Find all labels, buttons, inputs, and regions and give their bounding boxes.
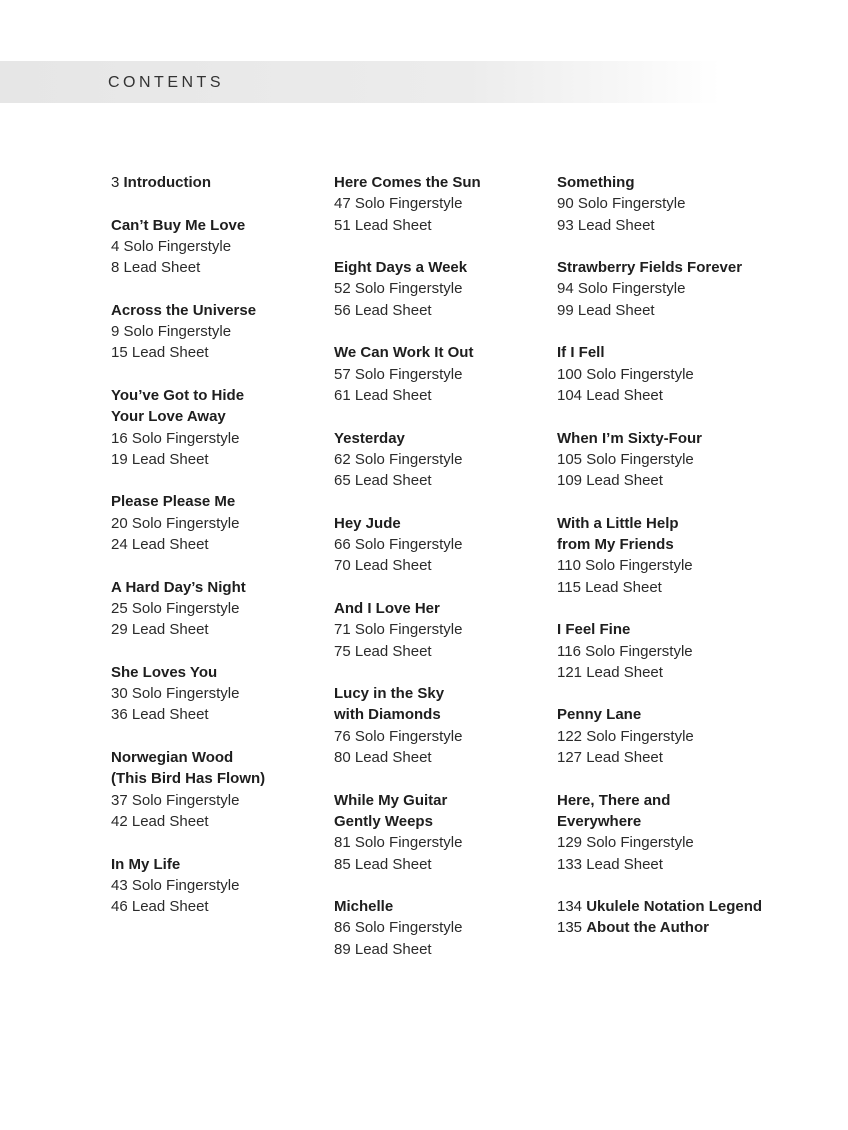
song-title: Lucy in the Sky: [334, 685, 445, 703]
page-number: 43: [111, 876, 128, 894]
solo-fingerstyle-link[interactable]: [334, 449, 564, 470]
page-number: 8: [111, 259, 120, 277]
arrangement-label: Solo Fingerstyle: [123, 237, 232, 255]
song-title: Hey Jude: [334, 514, 401, 532]
page-title: CONTENTS: [108, 74, 224, 91]
page-number: 76: [334, 727, 351, 745]
page-number: 81: [334, 834, 351, 852]
song-title: If I Fell: [557, 344, 605, 362]
toc-entry: [557, 896, 787, 939]
arrangement-label: Lead Sheet: [354, 940, 432, 958]
lead-sheet-link[interactable]: [111, 257, 341, 278]
toc-entry: [111, 215, 341, 279]
lead-sheet-link[interactable]: [557, 577, 787, 598]
toc-entry: [557, 172, 787, 236]
page-number: 71: [334, 621, 351, 639]
lead-sheet-link[interactable]: [557, 747, 787, 768]
arrangement-label: Lead Sheet: [131, 536, 209, 554]
lead-sheet-link[interactable]: [111, 704, 341, 725]
song-title: Eight Days a Week: [334, 259, 468, 277]
solo-fingerstyle-link[interactable]: [334, 619, 564, 640]
song-title: When I’m Sixty-Four: [557, 429, 703, 447]
arrangement-label: Lead Sheet: [123, 259, 201, 277]
lead-sheet-link[interactable]: [334, 385, 564, 406]
song-title: Penny Lane: [557, 706, 642, 724]
solo-fingerstyle-link[interactable]: [111, 513, 341, 534]
toc-label: About the Author: [586, 919, 709, 937]
page-number: 104: [557, 386, 583, 404]
solo-fingerstyle-link[interactable]: [334, 832, 564, 853]
lead-sheet-link[interactable]: [557, 385, 787, 406]
solo-fingerstyle-link[interactable]: [334, 364, 564, 385]
arrangement-label: Lead Sheet: [354, 749, 432, 767]
arrangement-label: Lead Sheet: [577, 216, 655, 234]
lead-sheet-link[interactable]: [334, 854, 564, 875]
lead-sheet-link[interactable]: [111, 896, 341, 917]
arrangement-label: Lead Sheet: [586, 663, 663, 681]
arrangement-label: Lead Sheet: [354, 386, 432, 404]
song-title: Everywhere: [557, 812, 642, 830]
page-number: 65: [334, 472, 351, 490]
arrangement-label: Solo Fingerstyle: [354, 536, 463, 554]
page-number: 75: [334, 642, 351, 660]
page-number: 110: [557, 557, 581, 575]
toc-entry: [111, 172, 341, 193]
song-title: I Feel Fine: [557, 621, 631, 639]
page-number: 36: [111, 706, 128, 724]
arrangement-label: Solo Fingerstyle: [131, 876, 240, 894]
song-title: And I Love Her: [334, 599, 440, 617]
arrangement-label: Solo Fingerstyle: [123, 323, 232, 341]
lead-sheet-link[interactable]: [111, 534, 341, 555]
page-number: 127: [557, 749, 583, 767]
lead-sheet-link[interactable]: [557, 215, 787, 236]
arrangement-label: Lead Sheet: [586, 749, 663, 767]
solo-fingerstyle-link[interactable]: [557, 278, 787, 299]
page-number: 46: [111, 898, 128, 916]
song-title: With a Little Help: [557, 514, 679, 532]
toc-column-3: [557, 172, 787, 960]
arrangement-label: Lead Sheet: [354, 216, 432, 234]
toc-entry: [334, 513, 564, 577]
toc-entry: [557, 257, 787, 321]
page-number: 121: [557, 663, 583, 681]
solo-fingerstyle-link[interactable]: [334, 278, 564, 299]
solo-fingerstyle-link[interactable]: [557, 193, 787, 214]
arrangement-label: Lead Sheet: [354, 472, 432, 490]
arrangement-label: Lead Sheet: [131, 344, 209, 362]
toc-entry: [557, 704, 787, 768]
toc-entry: [557, 428, 787, 492]
page-number: 61: [334, 386, 351, 404]
arrangement-label: Solo Fingerstyle: [585, 642, 693, 660]
toc-column-1: [111, 172, 341, 939]
toc-entry: [557, 513, 787, 598]
lead-sheet-link[interactable]: [557, 854, 787, 875]
song-title: Strawberry Fields Forever: [557, 259, 743, 277]
page-number: 122: [557, 727, 583, 745]
arrangement-label: Lead Sheet: [585, 578, 662, 596]
page-number: 19: [111, 450, 128, 468]
solo-fingerstyle-link[interactable]: [557, 555, 787, 576]
page-number: 66: [334, 536, 351, 554]
lead-sheet-link[interactable]: [334, 939, 564, 960]
arrangement-label: Lead Sheet: [586, 472, 663, 490]
toc-entry: [334, 342, 564, 406]
lead-sheet-link[interactable]: [334, 470, 564, 491]
arrangement-label: Lead Sheet: [586, 855, 663, 873]
toc-back-matter-line[interactable]: [557, 896, 787, 917]
solo-fingerstyle-link[interactable]: [557, 832, 787, 853]
arrangement-label: Lead Sheet: [131, 621, 209, 639]
toc-column-2: [334, 172, 564, 981]
arrangement-label: Solo Fingerstyle: [131, 599, 240, 617]
solo-fingerstyle-link[interactable]: [111, 598, 341, 619]
page-number: 52: [334, 280, 351, 298]
page-number: 85: [334, 855, 351, 873]
arrangement-label: Solo Fingerstyle: [131, 791, 240, 809]
arrangement-label: Lead Sheet: [586, 386, 663, 404]
page-number: 20: [111, 514, 128, 532]
song-title: A Hard Day’s Night: [111, 578, 246, 596]
lead-sheet-link[interactable]: [111, 619, 341, 640]
song-title: Your Love Away: [111, 408, 226, 426]
page-number: 86: [334, 919, 351, 937]
page-number: 57: [334, 365, 351, 383]
page-number: 135: [557, 919, 583, 937]
lead-sheet-link[interactable]: [334, 641, 564, 662]
lead-sheet-link[interactable]: [557, 470, 787, 491]
lead-sheet-link[interactable]: [334, 215, 564, 236]
toc-entry: [557, 790, 787, 875]
arrangement-label: Lead Sheet: [577, 301, 655, 319]
page-number: 24: [111, 536, 128, 554]
arrangement-label: Lead Sheet: [131, 898, 209, 916]
page-number: 93: [557, 216, 574, 234]
page-number: 94: [557, 280, 574, 298]
toc-entry: [111, 491, 341, 555]
arrangement-label: Lead Sheet: [354, 301, 432, 319]
toc-entry: [557, 619, 787, 683]
page-number: 56: [334, 301, 351, 319]
toc-entry: [111, 747, 341, 832]
toc-entry: [334, 896, 564, 960]
arrangement-label: Solo Fingerstyle: [586, 450, 694, 468]
solo-fingerstyle-link[interactable]: [111, 790, 341, 811]
arrangement-label: Solo Fingerstyle: [354, 727, 463, 745]
arrangement-label: Solo Fingerstyle: [585, 557, 693, 575]
page-number: 29: [111, 621, 128, 639]
solo-fingerstyle-link[interactable]: [111, 236, 341, 257]
song-title: Something: [557, 174, 635, 191]
page-number: 25: [111, 599, 128, 617]
arrangement-label: Lead Sheet: [354, 557, 432, 575]
arrangement-label: Solo Fingerstyle: [354, 919, 463, 937]
lead-sheet-link[interactable]: [557, 300, 787, 321]
toc-entry: [557, 342, 787, 406]
toc-entry: [334, 683, 564, 768]
page-number: 37: [111, 791, 128, 809]
page-number: 80: [334, 749, 351, 767]
page-number: 90: [557, 195, 574, 213]
arrangement-label: Solo Fingerstyle: [354, 834, 463, 852]
page-number: 133: [557, 855, 583, 873]
lead-sheet-link[interactable]: [111, 342, 341, 363]
page-number: 116: [557, 642, 581, 660]
solo-fingerstyle-link[interactable]: [334, 193, 564, 214]
toc-label: Introduction: [123, 174, 211, 191]
solo-fingerstyle-link[interactable]: [557, 364, 787, 385]
song-title: We Can Work It Out: [334, 344, 474, 362]
page-number: 51: [334, 216, 351, 234]
solo-fingerstyle-link[interactable]: [334, 917, 564, 938]
page-number: 134: [557, 898, 583, 916]
solo-fingerstyle-link[interactable]: [111, 321, 341, 342]
solo-fingerstyle-link[interactable]: [111, 428, 341, 449]
toc-entry: [334, 257, 564, 321]
arrangement-label: Solo Fingerstyle: [354, 280, 463, 298]
lead-sheet-link[interactable]: [111, 811, 341, 832]
lead-sheet-link[interactable]: [111, 449, 341, 470]
song-title: Can’t Buy Me Love: [111, 216, 246, 234]
arrangement-label: Solo Fingerstyle: [586, 834, 694, 852]
song-title: You’ve Got to Hide: [111, 386, 245, 404]
page-number: 109: [557, 472, 583, 490]
page-number: 62: [334, 450, 351, 468]
arrangement-label: Lead Sheet: [131, 450, 209, 468]
arrangement-label: Lead Sheet: [131, 812, 209, 830]
song-title: Please Please Me: [111, 493, 236, 511]
arrangement-label: Solo Fingerstyle: [577, 195, 686, 213]
solo-fingerstyle-link[interactable]: [111, 875, 341, 896]
page-number: 70: [334, 557, 351, 575]
song-title: Here Comes the Sun: [334, 174, 481, 191]
arrangement-label: Solo Fingerstyle: [131, 429, 240, 447]
song-title: with Diamonds: [334, 706, 441, 724]
song-title: She Loves You: [111, 663, 218, 681]
lead-sheet-link[interactable]: [557, 662, 787, 683]
song-title: While My Guitar: [334, 791, 448, 809]
toc-entry: [111, 854, 341, 918]
solo-fingerstyle-link[interactable]: [557, 449, 787, 470]
toc-entry: [111, 577, 341, 641]
solo-fingerstyle-link[interactable]: [111, 683, 341, 704]
page-number: 30: [111, 685, 128, 703]
arrangement-label: Solo Fingerstyle: [586, 727, 694, 745]
toc-entry: [111, 300, 341, 364]
toc-entry: [334, 598, 564, 662]
song-title: In My Life: [111, 855, 181, 873]
page-number: 89: [334, 940, 351, 958]
song-title: Michelle: [334, 898, 394, 916]
page-number: 99: [557, 301, 574, 319]
song-title: from My Friends: [557, 536, 674, 554]
song-title: Here, There and: [557, 791, 671, 809]
toc-front-matter-line[interactable]: [111, 172, 341, 193]
toc-entry: [334, 172, 564, 236]
song-title: Norwegian Wood: [111, 749, 234, 767]
page-number: 47: [334, 195, 351, 213]
arrangement-label: Lead Sheet: [354, 642, 432, 660]
arrangement-label: Solo Fingerstyle: [354, 621, 463, 639]
arrangement-label: Lead Sheet: [354, 855, 432, 873]
page-number: 4: [111, 237, 120, 255]
arrangement-label: Solo Fingerstyle: [131, 514, 240, 532]
solo-fingerstyle-link[interactable]: [334, 534, 564, 555]
page-number: 9: [111, 323, 120, 341]
page-number: 15: [111, 344, 128, 362]
toc-label: Ukulele Notation Legend: [586, 898, 763, 916]
arrangement-label: Solo Fingerstyle: [354, 365, 463, 383]
song-title: Yesterday: [334, 429, 405, 447]
page-number: 100: [557, 365, 583, 383]
song-title: (This Bird Has Flown): [111, 770, 266, 788]
page-number: 16: [111, 429, 128, 447]
arrangement-label: Solo Fingerstyle: [354, 195, 463, 213]
lead-sheet-link[interactable]: [334, 300, 564, 321]
page-number: 129: [557, 834, 583, 852]
toc-back-matter-line[interactable]: [557, 917, 787, 938]
solo-fingerstyle-link[interactable]: [334, 726, 564, 747]
lead-sheet-link[interactable]: [334, 747, 564, 768]
arrangement-label: Solo Fingerstyle: [577, 280, 686, 298]
page-number: 115: [557, 578, 581, 596]
page-number: 105: [557, 450, 583, 468]
toc-entry: [111, 385, 341, 470]
toc-entry: [334, 428, 564, 492]
arrangement-label: Solo Fingerstyle: [354, 450, 463, 468]
solo-fingerstyle-link[interactable]: [557, 641, 787, 662]
song-title: Gently Weeps: [334, 812, 433, 830]
solo-fingerstyle-link[interactable]: [557, 726, 787, 747]
arrangement-label: Solo Fingerstyle: [586, 365, 694, 383]
page-number: 42: [111, 812, 128, 830]
lead-sheet-link[interactable]: [334, 555, 564, 576]
toc-entry: [111, 662, 341, 726]
page-number: 3: [111, 174, 120, 191]
arrangement-label: Solo Fingerstyle: [131, 685, 240, 703]
arrangement-label: Lead Sheet: [131, 706, 209, 724]
toc-entry: [334, 790, 564, 875]
song-title: Across the Universe: [111, 301, 257, 319]
